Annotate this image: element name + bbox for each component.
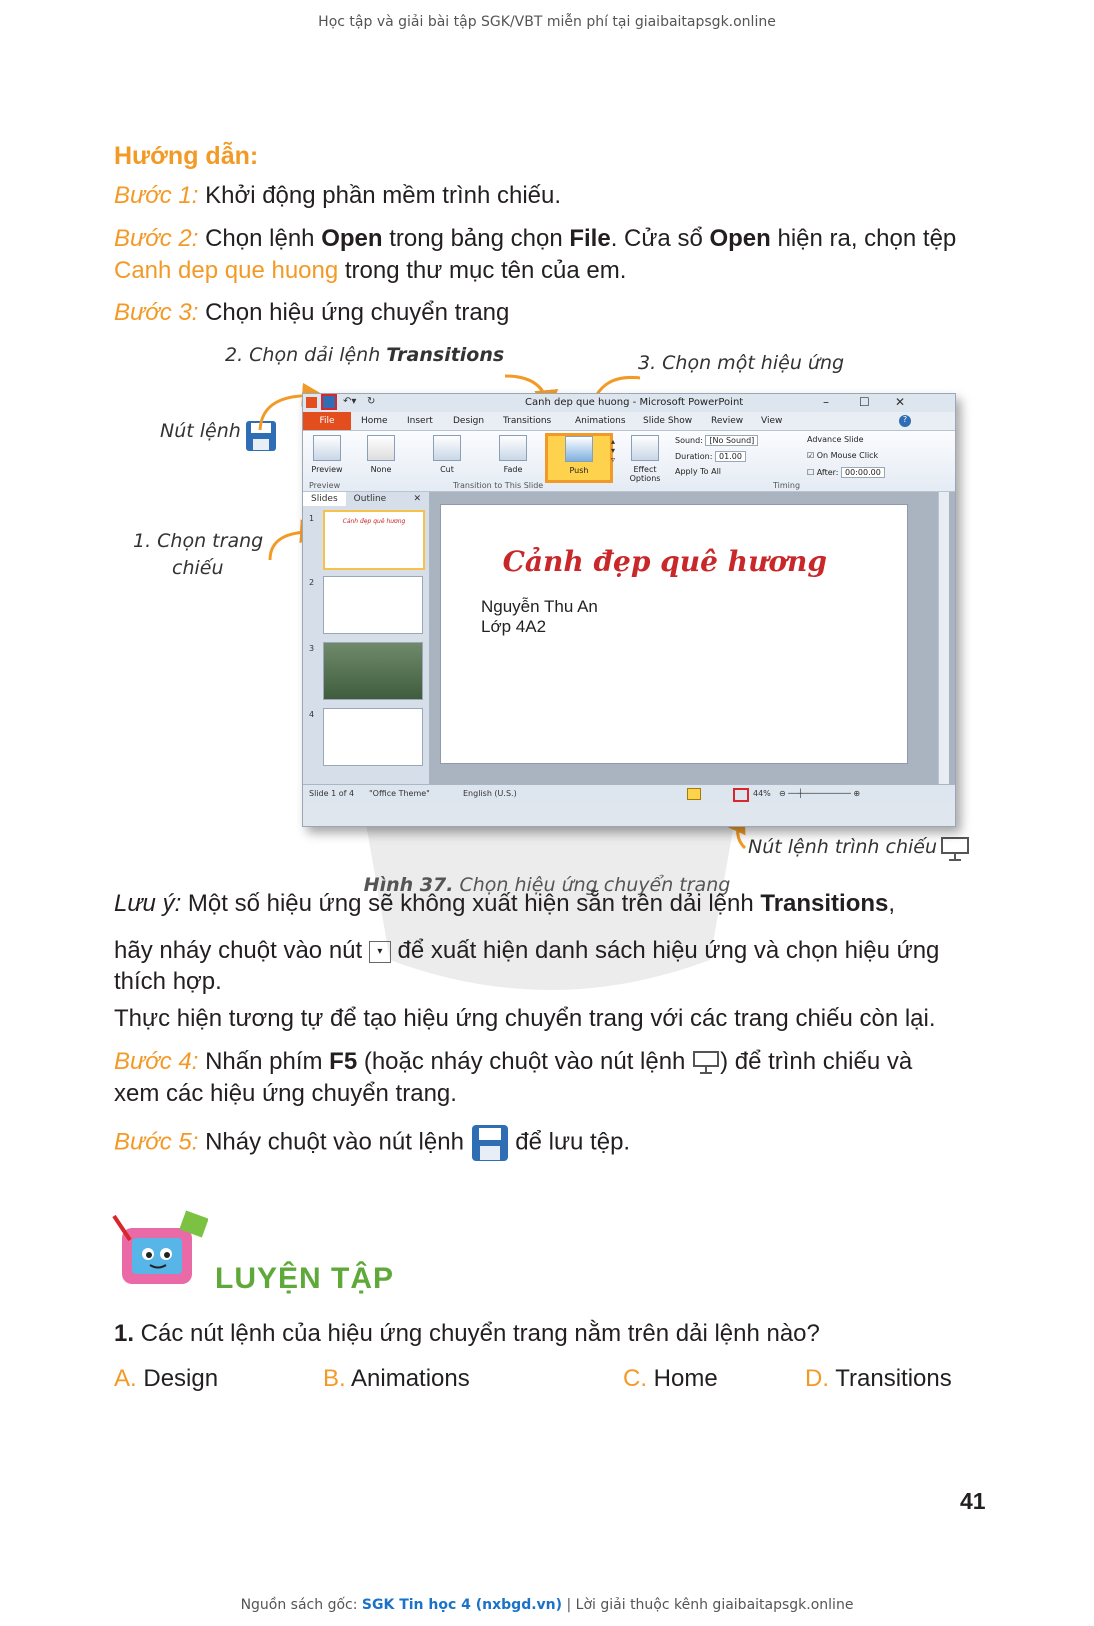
step-5-text: để lưu tệp. [515, 1128, 631, 1156]
tab-transitions[interactable]: Transitions [503, 416, 552, 426]
thumb-number: 3 [309, 644, 315, 653]
window-title: Canh dep que huong - Microsoft PowerPoint [525, 397, 744, 408]
step-3-text: Chọn hiệu ứng chuyển trang [205, 299, 510, 326]
current-slide[interactable] [440, 504, 908, 764]
step-1-text: Khởi động phần mềm trình chiếu. [205, 182, 562, 209]
advance-slide-label: Advance Slide [807, 435, 864, 444]
question-text: Các nút lệnh của hiệu ứng chuyển trang nằm trên dải lệnh nào? [134, 1320, 820, 1347]
step-2-text: trong thư mục tên của em. [338, 257, 627, 284]
note-text: hãy nháy chuột vào nút [114, 937, 363, 964]
footer-note: Nguồn sách gốc: SGK Tin học 4 (nxbgd.vn) | Lời giải thuộc kênh giaibaitapsgk.online [240, 1597, 854, 1613]
step-2-text: Chọn lệnh [205, 225, 322, 252]
option-c: C. Home [623, 1365, 718, 1392]
effect-fade[interactable]: Fade [491, 435, 535, 481]
slide-class: Lớp 4A2 [481, 617, 547, 636]
close-pane-icon[interactable]: ✕ [413, 494, 421, 504]
slide-thumb-3[interactable] [323, 642, 423, 700]
minimize-icon[interactable]: – [823, 395, 829, 409]
app-icon [306, 397, 317, 408]
gallery-more-icon: ▾ [369, 941, 391, 963]
repeat-instruction: Thực hiện tương tự để tạo hiệu ứng chuyển trang với các trang chiếu còn lại. [114, 1005, 936, 1032]
redo-icon[interactable]: ↻ [367, 396, 376, 407]
step-1 [114, 180, 1004, 212]
tab-design[interactable]: Design [453, 416, 485, 426]
tab-home[interactable]: Home [361, 416, 388, 426]
note-text: Một số hiệu ứng sẽ không xuất hiện sẵn trên dải lệnh [181, 890, 761, 917]
header-note: Học tập và giải bài tập SGK/VBT miễn phí tại giaibaitapsgk.online [318, 14, 776, 30]
status-slide: Slide 1 of 4 [309, 789, 355, 798]
tab-slide-show[interactable]: Slide Show [643, 416, 693, 426]
tab-slides[interactable]: Slides [303, 492, 346, 506]
step-5 [114, 1124, 1004, 1162]
callout-slide-2: chiếu [172, 557, 224, 579]
step-2 [114, 223, 1004, 287]
slide-thumb-4[interactable] [323, 708, 423, 766]
powerpoint-window [302, 393, 956, 827]
note-line-2 [114, 935, 1004, 967]
sound-row[interactable]: Sound: [No Sound] [675, 435, 758, 446]
step-5-text: Nháy chuột vào nút lệnh [198, 1128, 464, 1156]
preview-button[interactable]: Preview [305, 435, 349, 481]
on-mouse-click-checkbox[interactable]: ☑ On Mouse Click [807, 451, 879, 460]
tab-insert[interactable]: Insert [407, 416, 433, 426]
step-2-label: Bước 2: [114, 225, 199, 252]
slideshow-view-icon[interactable] [733, 788, 749, 802]
callout-slide-1: 1. Chọn trang [133, 530, 264, 552]
practice-title: LUYỆN TẬP [215, 1262, 395, 1295]
status-bar [303, 784, 955, 803]
option-b: B. Animations [323, 1365, 470, 1392]
note-text: để xuất hiện danh sách hiệu ứng và chọn hiệu ứng [397, 937, 940, 964]
tab-outline[interactable]: Outline [353, 494, 387, 504]
effect-cut[interactable]: Cut [425, 435, 469, 481]
tab-review[interactable]: Review [711, 416, 744, 426]
option-a: A. Design [114, 1365, 219, 1392]
status-language: English (U.S.) [463, 789, 517, 798]
step-4 [114, 1046, 1004, 1078]
step-4-text: (hoặc nháy chuột vào nút lệnh [357, 1048, 686, 1075]
slide-editor [430, 492, 955, 784]
step-2-text: hiện ra, chọn tệp [770, 225, 957, 252]
preview-group-label: Preview [309, 481, 341, 490]
slide-author: Nguyễn Thu An [481, 597, 598, 616]
step-1-label: Bước 1: [114, 182, 199, 209]
step-2-text: trong bảng chọn [382, 225, 570, 252]
question-1 [114, 1318, 1004, 1350]
apply-to-all-button[interactable]: Apply To All [675, 467, 722, 476]
gallery-more-icon[interactable]: ▴ ▾ ▿ [611, 437, 616, 464]
save-icon [471, 1124, 509, 1162]
source-link[interactable]: SGK Tin học 4 (nxbgd.vn) [361, 1597, 563, 1613]
effect-none[interactable]: None [359, 435, 403, 481]
normal-view-icon[interactable] [687, 788, 701, 800]
note-line-1 [114, 888, 1004, 920]
file-name: Canh dep que huong [114, 257, 339, 284]
thumb-number: 2 [309, 578, 315, 587]
note-line-3: thích hợp. [114, 968, 222, 995]
step-4-text: ) để trình chiếu và [720, 1048, 913, 1075]
callout-save: Nút lệnh [160, 420, 241, 442]
zoom-slider[interactable]: ⊖ ──┼────────── ⊕ [779, 789, 861, 798]
close-icon[interactable]: ✕ [895, 395, 906, 409]
thumb-title: Cảnh đẹp quê hương [342, 518, 406, 525]
slide-title: Cảnh đẹp quê hương [502, 545, 827, 578]
callout-effect: 3. Chọn một hiệu ứng [638, 352, 845, 374]
maximize-icon[interactable]: ☐ [859, 395, 870, 409]
effect-options-button[interactable]: Effect Options [623, 435, 667, 481]
effect-push[interactable]: Push [545, 433, 613, 483]
note-text: , [888, 890, 896, 917]
thumb-number: 4 [309, 710, 315, 719]
transitions-keyword: Transitions [760, 890, 889, 917]
figure-caption: Hình 37. Chọn hiệu ứng chuyển trang [363, 874, 731, 896]
quick-access-toolbar [303, 394, 955, 412]
pane-tabs [303, 492, 429, 508]
zoom-level: 44% [753, 789, 771, 798]
slides-pane [303, 492, 430, 784]
slide-body [481, 597, 598, 637]
f5-key: F5 [329, 1048, 358, 1075]
page-number: 41 [960, 1488, 986, 1514]
callout-slideshow: Nút lệnh trình chiếu [748, 836, 937, 858]
slide-thumb-1[interactable] [323, 510, 425, 570]
guide-heading: Hướng dẫn: [114, 142, 259, 170]
slide-thumb-2[interactable] [323, 576, 423, 634]
step-4-line-2: xem các hiệu ứng chuyển trang. [114, 1080, 457, 1107]
step-3-label: Bước 3: [114, 299, 199, 326]
callout-transitions: 2. Chọn dải lệnh Transitions [225, 344, 505, 366]
step-2-text: . Cửa sổ [610, 225, 710, 252]
tab-animations[interactable]: Animations [575, 416, 626, 426]
tab-view[interactable]: View [761, 416, 783, 426]
thumb-number: 1 [309, 514, 315, 523]
open-keyword: Open [709, 225, 771, 252]
transition-group-label: Transition to This Slide [453, 481, 544, 490]
slideshow-icon [692, 1050, 720, 1076]
step-5-label: Bước 5: [114, 1128, 199, 1156]
question-number: 1. [114, 1320, 135, 1347]
note-label: Lưu ý: [114, 890, 182, 917]
ribbon-tabs [303, 412, 955, 431]
slideshow-icon [940, 836, 970, 862]
transitions-ribbon [303, 431, 955, 492]
undo-icon[interactable]: ↶▾ [343, 396, 357, 407]
vertical-scrollbar[interactable] [938, 492, 949, 784]
timing-group-label: Timing [773, 481, 801, 490]
step-4-text: Nhấn phím [198, 1048, 330, 1075]
step-3 [114, 297, 1004, 329]
open-keyword: Open [321, 225, 383, 252]
save-icon[interactable] [323, 396, 335, 408]
file-keyword: File [569, 225, 611, 252]
after-checkbox[interactable]: ☐ After: 00:00.00 [807, 467, 885, 478]
tab-file[interactable]: File [303, 412, 351, 430]
help-icon[interactable]: ? [899, 415, 911, 427]
computer-mascot-icon [112, 1210, 208, 1300]
status-theme: "Office Theme" [369, 789, 430, 798]
save-icon [245, 420, 277, 452]
option-d: D. Transitions [805, 1365, 952, 1392]
duration-row[interactable]: Duration: 01.00 [675, 451, 746, 462]
step-4-label: Bước 4: [114, 1048, 199, 1075]
